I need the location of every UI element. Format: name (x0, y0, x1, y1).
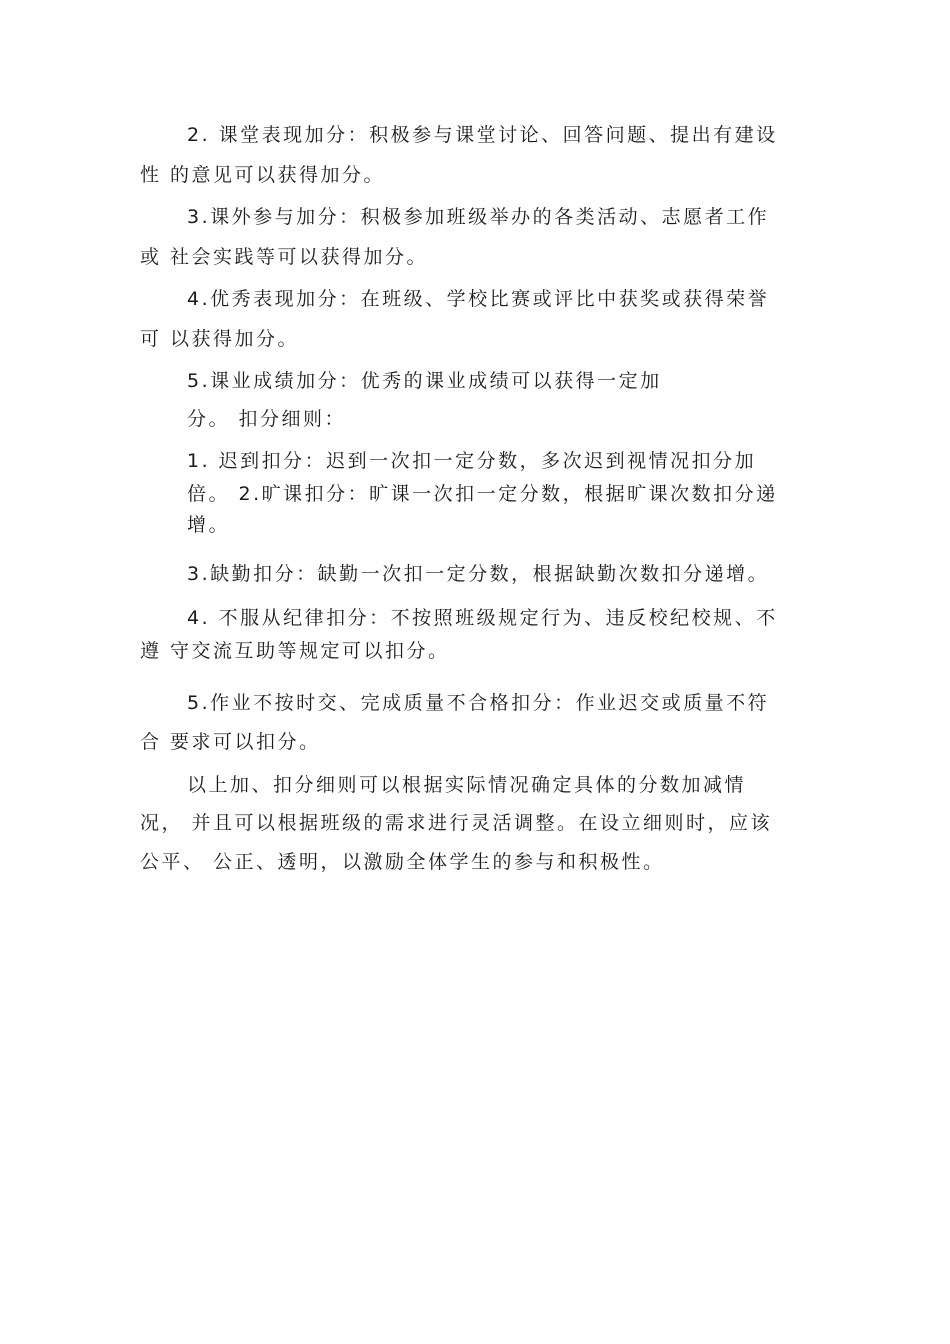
text-line: 遵 守交流互助等规定可以扣分。 (140, 640, 450, 662)
text-line: 公平、 公正、透明，以激励全体学生的参与和积极性。 (140, 851, 665, 873)
text-line: 性 的意见可以获得加分。 (140, 164, 386, 186)
text-line: 3.课外参与加分：积极参加班级举办的各类活动、志愿者工作 (187, 206, 770, 228)
text-line: 2. 课堂表现加分：积极参与课堂讨论、回答问题、提出有建设 (187, 124, 778, 146)
text-line: 或 社会实践等可以获得加分。 (140, 246, 429, 268)
text-line: 况， 并且可以根据班级的需求进行灵活调整。在设立细则时，应该 (140, 812, 773, 834)
text-line: 4.优秀表现加分：在班级、学校比赛或评比中获奖或获得荣誉 (187, 288, 770, 310)
text-line: 1. 迟到扣分：迟到一次扣一定分数，多次迟到视情况扣分加 (187, 450, 757, 472)
text-line: 4. 不服从纪律扣分：不按照班级规定行为、违反校纪校规、不 (187, 607, 778, 629)
text-line: 3.缺勤扣分：缺勤一次扣一定分数，根据缺勤次数扣分递增。 (187, 563, 770, 585)
text-line: 可 以获得加分。 (140, 328, 300, 350)
text-line: 合 要求可以扣分。 (140, 731, 321, 753)
text-line: 5.课业成绩加分：优秀的课业成绩可以获得一定加 (187, 370, 662, 392)
text-line: 分。 扣分细则： (187, 408, 347, 430)
text-line: 以上加、扣分细则可以根据实际情况确定具体的分数加减情 (187, 774, 747, 796)
text-line: 5.作业不按时交、完成质量不合格扣分：作业迟交或质量不符 (187, 692, 770, 714)
text-line: 倍。 2.旷课扣分：旷课一次扣一定分数，根据旷课次数扣分递 (187, 483, 778, 505)
text-line: 增。 (187, 514, 231, 536)
